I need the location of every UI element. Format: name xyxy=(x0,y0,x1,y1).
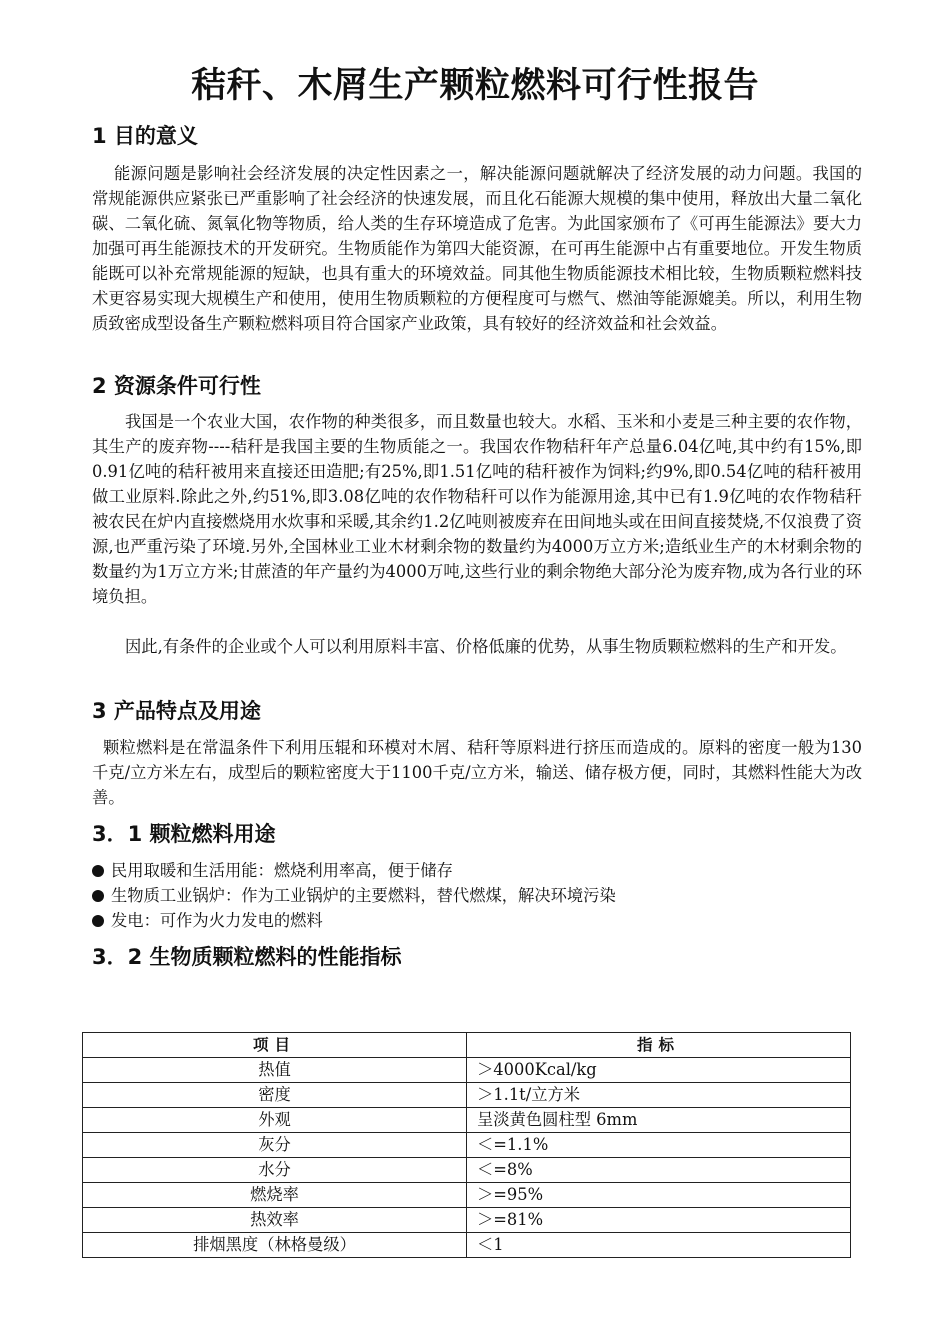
bullet-dot-icon xyxy=(92,915,104,927)
table-row xyxy=(83,1108,851,1133)
document-title: 秸秆、木屑生产颗粒燃料可行性报告 xyxy=(190,66,759,106)
bullet-dot-icon xyxy=(92,890,104,902)
bullet-item xyxy=(92,858,616,883)
table-cell-item: 灰分 xyxy=(83,1133,467,1158)
table-header-indicator: 指标 xyxy=(467,1033,851,1058)
table-cell-value: ＜=1.1% xyxy=(467,1133,851,1158)
table-cell-item: 燃烧率 xyxy=(83,1183,467,1208)
table-row xyxy=(83,1233,851,1258)
section-3-2-heading: 3．2 生物质颗粒燃料的性能指标 xyxy=(92,945,402,969)
bullet-text: 发电：可作为火力发电的燃料 xyxy=(111,911,323,930)
table-cell-item: 密度 xyxy=(83,1083,467,1108)
performance-spec-table xyxy=(82,1032,851,1258)
bullet-item xyxy=(92,908,616,933)
section-3-heading: 3 产品特点及用途 xyxy=(92,699,261,723)
section-1-paragraph: 能源问题是影响社会经济发展的决定性因素之一，解决能源问题就解决了经济发展的动力问题。我国的常规能源供应紧张已严重影响了社会经济的快速发展，而且化石能源大规模的集中使用，释放出大量二氧化碳、二氧化硫、氮氧化物等物质，给人类的生存环境造成了危害。为此国家颁布了《可再生能源法》要大力加强可再生能源技术的开发研究。生物质能作为第四大能资源，在可再生能源中占有重要地位。开发生物质能既可以补充常规能源的短缺，也具有重大的环境效益。同其他生物质能源技术相比较，生物质颗粒燃料技术更容易实现大规模生产和使用，使用生物质颗粒的方便程度可与燃气、燃油等能源媲美。所以，利用生物质致密成型设备生产颗粒燃料项目符合国家产业政策，具有较好的经济效益和社会效益。 xyxy=(92,164,862,333)
table-header-row xyxy=(83,1033,851,1058)
bullet-text: 生物质工业锅炉：作为工业锅炉的主要燃料，替代燃煤，解决环境污染 xyxy=(111,886,616,905)
table-cell-value: ＞1.1t/立方米 xyxy=(467,1083,851,1108)
table-cell-item: 热值 xyxy=(83,1058,467,1083)
section-3-1-heading: 3．1 颗粒燃料用途 xyxy=(92,822,276,846)
table-header-item: 项目 xyxy=(83,1033,467,1058)
section-2-heading: 2 资源条件可行性 xyxy=(92,374,261,398)
table-cell-value: ＜=8% xyxy=(467,1158,851,1183)
table-row xyxy=(83,1083,851,1108)
bullet-text: 民用取暖和生活用能：燃烧利用率高，便于储存 xyxy=(111,861,453,880)
table-cell-value: ＞4000Kcal/kg xyxy=(467,1058,851,1083)
table-cell-value: 呈淡黄色圆柱型 6mm xyxy=(467,1108,851,1133)
table-row xyxy=(83,1208,851,1233)
section-2-paragraph-2: 因此,有条件的企业或个人可以利用原料丰富、价格低廉的优势，从事生物质颗粒燃料的生产和开发。 xyxy=(125,637,847,656)
table-cell-item: 热效率 xyxy=(83,1208,467,1233)
table-row xyxy=(83,1158,851,1183)
section-1-heading: 1 目的意义 xyxy=(92,124,198,148)
table-cell-value: ＞=81% xyxy=(467,1208,851,1233)
table-cell-value: ＜1 xyxy=(467,1233,851,1258)
usage-bullet-list xyxy=(92,858,616,933)
section-2-paragraph-1: 我国是一个农业大国，农作物的种类很多，而且数量也较大。水稻、玉米和小麦是三种主要的农作物，其生产的废弃物----秸秆是我国主要的生物质能之一。我国农作物秸秆年产总量6.04亿吨,其中约有15%,即0.91亿吨的秸秆被用来直接还田造肥;有25%,即1.51亿吨的秸秆被作为饲料;约9%,即0.54亿吨的秸秆被用做工业原料.除此之外,约51%,即3.08亿吨的农作物秸秆可以作为能源用途,其中已有1.9亿吨的农作物秸秆被农民在炉内直接燃烧用水炊事和采暖,其余约1.2亿吨则被废弃在田间地头或在田间直接焚烧,不仅浪费了资源,也严重污染了环境.另外,全国林业工业木材剩余物的数量约为4000万立方米;造纸业生产的木材剩余物的数量约为1万立方米;甘蔗渣的年产量约为4000万吨,这些行业的剩余物绝大部分沦为废弃物,成为各行业的环境负担。 xyxy=(92,412,862,606)
section-3-paragraph: 颗粒燃料是在常温条件下利用压辊和环模对木屑、秸秆等原料进行挤压而造成的。原料的密度一般为130千克/立方米左右，成型后的颗粒密度大于1100千克/立方米，输送、储存极方便，同时，其燃料性能大为改善。 xyxy=(92,738,862,807)
bullet-dot-icon xyxy=(92,865,104,877)
bullet-item xyxy=(92,883,616,908)
table-row xyxy=(83,1133,851,1158)
table-row xyxy=(83,1058,851,1083)
table-cell-item: 排烟黑度（林格曼级） xyxy=(83,1233,467,1258)
table-cell-value: ＞=95% xyxy=(467,1183,851,1208)
table-row xyxy=(83,1183,851,1208)
table-cell-item: 水分 xyxy=(83,1158,467,1183)
table-cell-item: 外观 xyxy=(83,1108,467,1133)
